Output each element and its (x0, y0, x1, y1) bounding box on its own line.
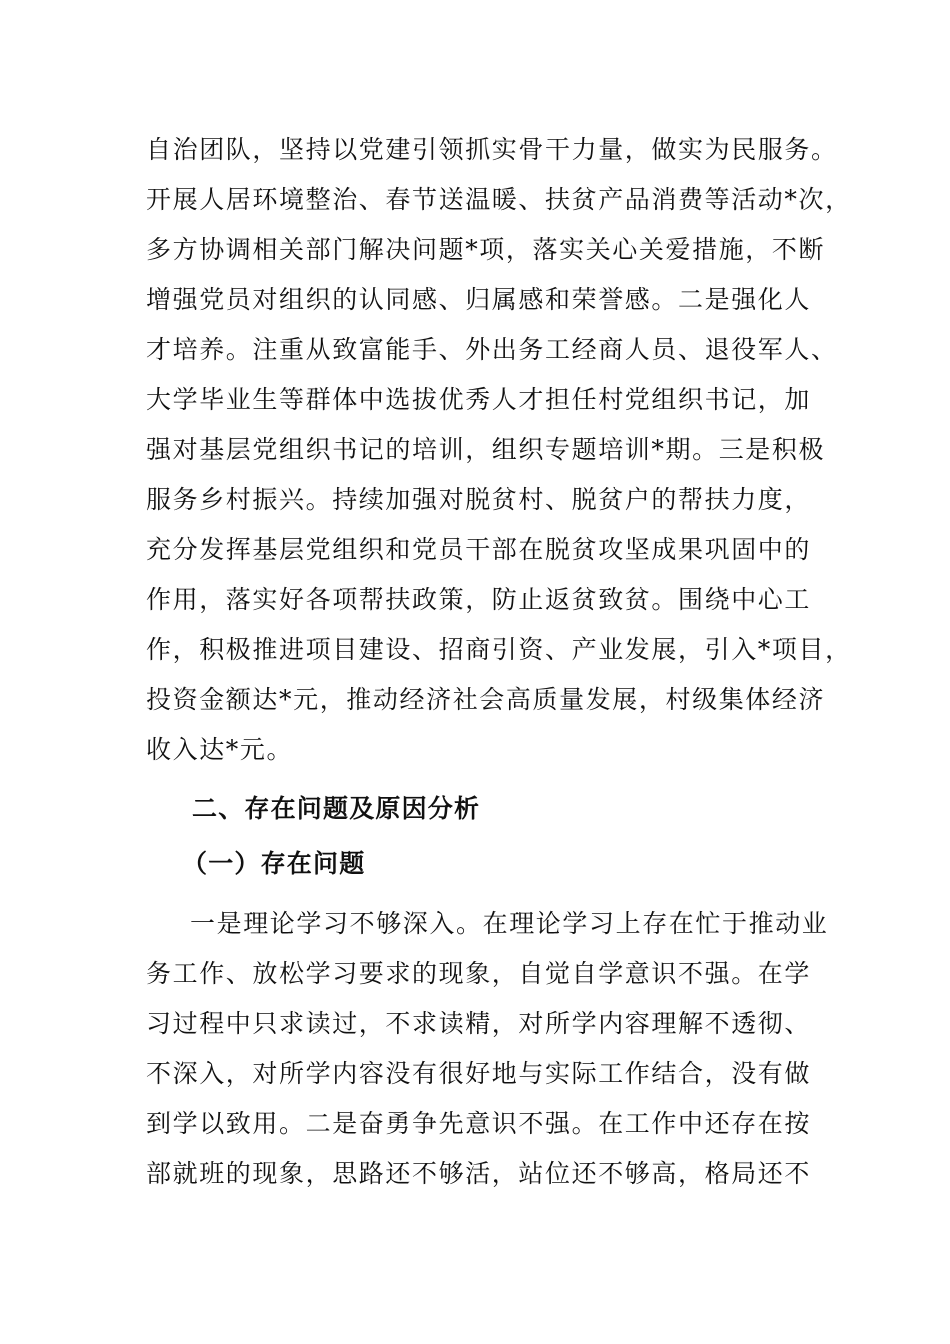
body-line: 作用，落实好各项帮扶政策，防止返贫致贫。围绕中心工 (146, 585, 812, 614)
body-line: 习过程中只求读过，不求读精，对所学内容理解不透彻、 (146, 1009, 812, 1038)
body-line: 多方协调相关部门解决问题*项，落实关心关爱措施，不断 (146, 235, 826, 264)
body-line: 大学毕业生等群体中选拔优秀人才担任村党组织书记，加 (146, 385, 812, 414)
body-line: 强对基层党组织书记的培训，组织专题培训*期。三是积极 (146, 435, 826, 464)
body-line: 到学以致用。二是奋勇争先意识不强。在工作中还存在按 (146, 1109, 812, 1138)
body-line: 作，积极推进项目建设、招商引资、产业发展，引入*项目， (146, 635, 852, 664)
body-line: 自治团队，坚持以党建引领抓实骨干力量，做实为民服务。 (146, 135, 838, 164)
body-line: 充分发挥基层党组织和党员干部在脱贫攻坚成果巩固中的 (146, 535, 812, 564)
body-line: 开展人居环境整治、春节送温暖、扶贫产品消费等活动*次， (146, 185, 852, 214)
body-line: 服务乡村振兴。持续加强对脱贫村、脱贫户的帮扶力度， (146, 485, 812, 514)
body-line: 增强党员对组织的认同感、归属感和荣誉感。二是强化人 (146, 285, 812, 314)
body-line: 部就班的现象，思路还不够活，站位还不够高，格局还不 (146, 1159, 812, 1188)
body-line: 才培养。注重从致富能手、外出务工经商人员、退役军人、 (146, 335, 838, 364)
body-line: 投资金额达*元，推动经济社会高质量发展，村级集体经济 (146, 685, 826, 714)
body-line: 一是理论学习不够深入。在理论学习上存在忙于推动业 (190, 909, 829, 938)
body-line: 务工作、放松学习要求的现象，自觉自学意识不强。在学 (146, 959, 812, 988)
body-line: 收入达*元。 (146, 735, 294, 764)
body-line: 不深入，对所学内容没有很好地与实际工作结合，没有做 (146, 1059, 812, 1088)
section-heading: 二、存在问题及原因分析 (192, 794, 481, 823)
subsection-heading: （一）存在问题 (182, 849, 366, 878)
